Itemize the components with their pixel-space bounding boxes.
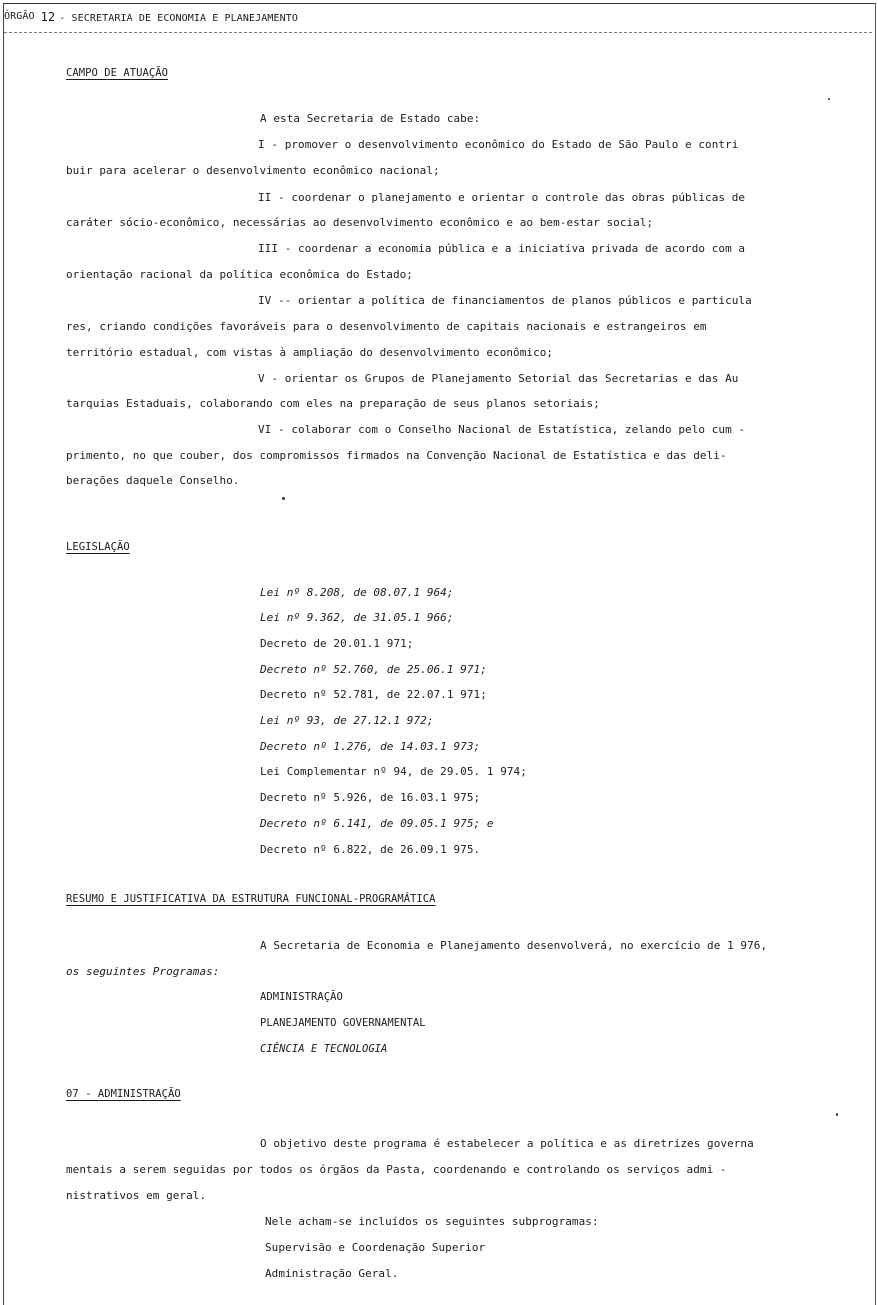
text-line: I - promover o desenvolvimento econômico do Estado de São Paulo e contri bbox=[258, 138, 739, 151]
text-line: nistrativos em geral. bbox=[66, 1189, 207, 1202]
text-line: res, criando condições favoráveis para o desenvolvimento de capitais nacionais e estrangeiros em bbox=[66, 320, 707, 333]
legislation-item: Decreto nº 52.781, de 22.07.1 971; bbox=[260, 688, 487, 701]
text-line: IV -- orientar a política de financiamentos de planos públicos e particula bbox=[258, 294, 752, 307]
text-line: território estadual, com vistas à ampliação do desenvolvimento econômico; bbox=[66, 346, 554, 359]
text-line: O objetivo deste programa é estabelecer a política e as diretrizes governa bbox=[260, 1137, 754, 1150]
text-line: berações daquele Conselho. bbox=[66, 474, 240, 487]
orgao-number: 12 bbox=[40, 10, 56, 24]
program-item: ADMINISTRAÇÃO bbox=[260, 991, 343, 1003]
legislation-item: Decreto nº 6.141, de 09.05.1 975; e bbox=[260, 817, 494, 830]
text-line: Administração Geral. bbox=[265, 1267, 399, 1280]
legislation-item: Lei nº 93, de 27.12.1 972; bbox=[260, 714, 434, 727]
section-heading-administracao: 07 - ADMINISTRAÇÃO bbox=[66, 1088, 181, 1100]
legislation-item: Decreto nº 6.822, de 26.09.1 975. bbox=[260, 843, 481, 856]
scan-speck bbox=[828, 98, 830, 100]
scan-speck bbox=[282, 497, 285, 500]
section-heading-resumo: RESUMO E JUSTIFICATIVA DA ESTRUTURA FUNCIONAL-PROGRAMÁTICA bbox=[66, 893, 436, 905]
text-line: tarquias Estaduais, colaborando com eles na preparação de seus planos setoriais; bbox=[66, 397, 600, 410]
text-line: A Secretaria de Economia e Planejamento desenvolverá, no exercício de 1 976, bbox=[260, 939, 768, 952]
program-item: CIÊNCIA E TECNOLOGIA bbox=[260, 1043, 388, 1055]
text-line: VI - colaborar com o Conselho Nacional de Estatística, zelando pelo cum - bbox=[258, 423, 746, 436]
legislation-item: Decreto de 20.01.1 971; bbox=[260, 637, 414, 650]
text-line: caráter sócio-econômico, necessárias ao desenvolvimento econômico e ao bem-estar social; bbox=[66, 216, 654, 229]
text-line: III - coordenar a economia pública e a iniciativa privada de acordo com a bbox=[258, 242, 746, 255]
legislation-item: Lei nº 8.208, de 08.07.1 964; bbox=[260, 586, 454, 599]
text-line: os seguintes Programas: bbox=[66, 965, 220, 978]
text-line: Supervisão e Coordenação Superior bbox=[265, 1241, 486, 1254]
orgao-prefix: ÓRGÃO bbox=[4, 11, 35, 22]
legislation-item: Lei nº 9.362, de 31.05.1 966; bbox=[260, 611, 454, 624]
section-heading-legislacao: LEGISLAÇÃO bbox=[66, 541, 130, 553]
legislation-item: Lei Complementar nº 94, de 29.05. 1 974; bbox=[260, 765, 527, 778]
text-line: orientação racional da política econômica do Estado; bbox=[66, 268, 413, 281]
document-header bbox=[4, 10, 872, 33]
text-line: II - coordenar o planejamento e orientar o controle das obras públicas de bbox=[258, 191, 746, 204]
orgao-title: - SECRETARIA DE ECONOMIA E PLANEJAMENTO bbox=[59, 13, 298, 24]
text-line: Nele acham-se incluídos os seguintes subprogramas: bbox=[265, 1215, 599, 1228]
legislation-item: Decreto nº 5.926, de 16.03.1 975; bbox=[260, 791, 481, 804]
scan-speck bbox=[836, 1113, 838, 1116]
legislation-item: Decreto nº 52.760, de 25.06.1 971; bbox=[260, 663, 487, 676]
legislation-item: Decreto nº 1.276, de 14.03.1 973; bbox=[260, 740, 481, 753]
text-line: V - orientar os Grupos de Planejamento Setorial das Secretarias e das Au bbox=[258, 372, 739, 385]
text-line: A esta Secretaria de Estado cabe: bbox=[260, 112, 481, 125]
text-line: buir para acelerar o desenvolvimento econômico nacional; bbox=[66, 164, 440, 177]
section-heading-campo: CAMPO DE ATUAÇÃO bbox=[66, 67, 168, 79]
text-line: primento, no que couber, dos compromissos firmados na Convenção Nacional de Estatística e das deli- bbox=[66, 449, 727, 462]
program-item: PLANEJAMENTO GOVERNAMENTAL bbox=[260, 1017, 426, 1029]
text-line: mentais a serem seguidas por todos os órgãos da Pasta, coordenando e controlando os serviços admi - bbox=[66, 1163, 727, 1176]
